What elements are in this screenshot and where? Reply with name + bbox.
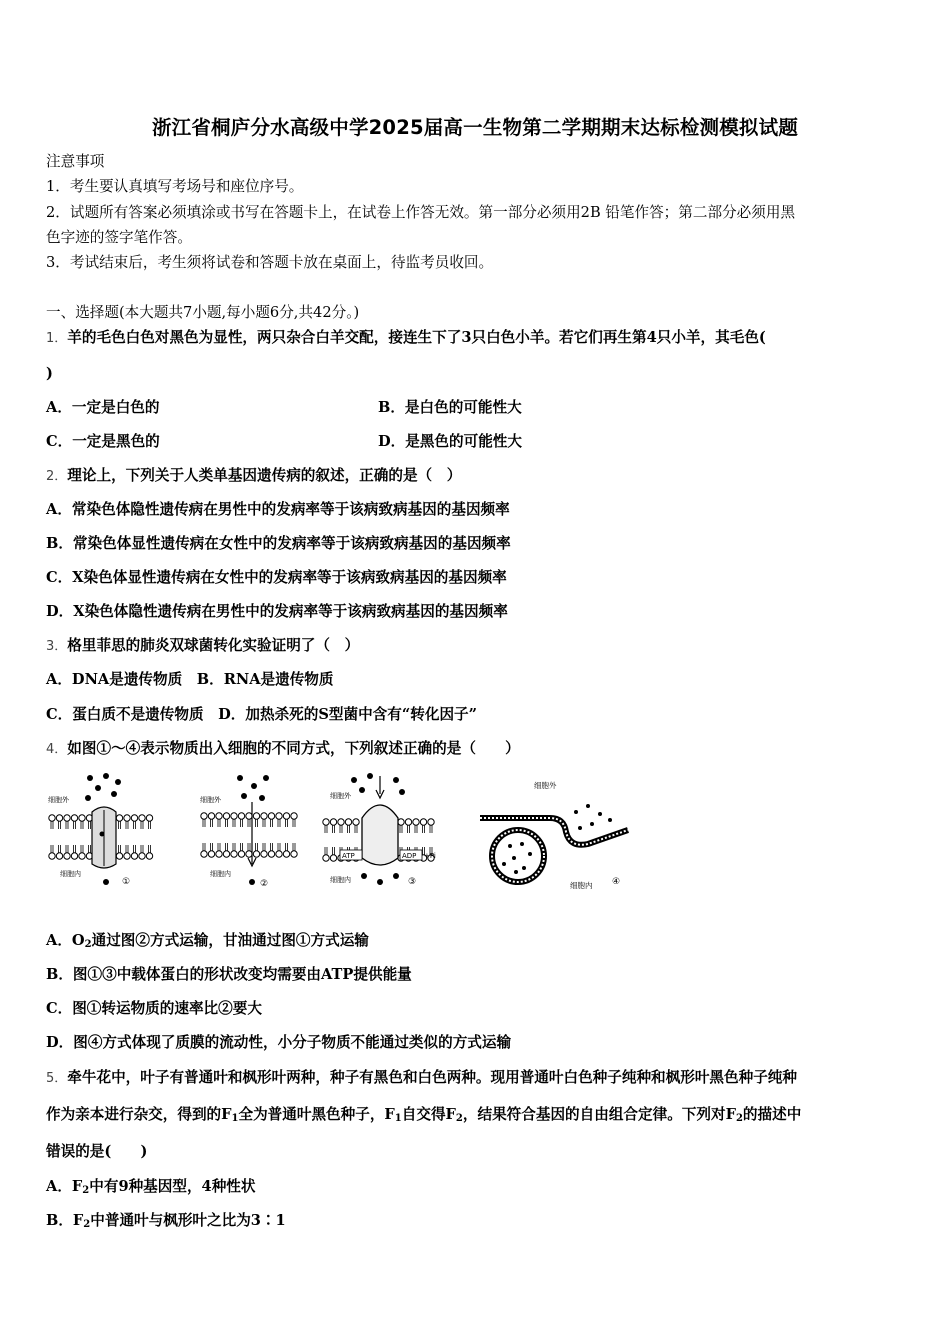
- q1-option-c: C．一定是黑色的: [46, 433, 160, 450]
- phospholipid-head: [71, 815, 77, 829]
- question-1-text: 羊的毛色白色对黑色为显性，两只杂合白羊交配，接连生下了3只白色小羊。若它们再生第4只小羊，其毛色(: [67, 329, 766, 346]
- question-number: 4．: [46, 742, 68, 757]
- panel-3: [323, 773, 436, 887]
- question-1-cont: ): [46, 365, 53, 382]
- panel-2: [200, 775, 297, 889]
- molecule-dot: [508, 844, 512, 848]
- option-text: 中普通叶与枫形叶之比为3∶1: [90, 1212, 286, 1229]
- q5-option-b: [46, 1211, 286, 1235]
- phospholipid-head: [291, 843, 297, 857]
- molecule-dot: [502, 862, 506, 866]
- notice-item-1: 1．考生要认真填写考场号和座位序号。: [46, 178, 304, 195]
- phospholipid-head: [131, 845, 137, 859]
- molecule-dot: [251, 783, 257, 789]
- outside-label: 细胞外: [200, 796, 221, 804]
- outside-label: 细胞外: [534, 781, 557, 790]
- panel-number: ①: [122, 877, 131, 887]
- option-text: A．O: [46, 932, 85, 949]
- phospholipid-head: [238, 813, 244, 827]
- phospholipid-head: [405, 819, 411, 833]
- subscript: 1: [394, 1113, 402, 1124]
- phospholipid-head: [201, 843, 207, 857]
- phospholipid-head: [261, 813, 267, 827]
- molecule-dot: [399, 789, 405, 795]
- phospholipid-head: [231, 813, 237, 827]
- molecule-dot: [377, 879, 383, 885]
- q2-option-c: C．X染色体显性遗传病在女性中的发病率等于该病致病基因的基因频率: [46, 569, 507, 586]
- option-row: [46, 398, 159, 418]
- q2-option-b: B．常染色体显性遗传病在女性中的发病率等于该病致病基因的基因频率: [46, 535, 511, 552]
- q4-option-a: [46, 931, 369, 955]
- q2-option-a: A．常染色体隐性遗传病在男性中的发病率等于该病致病基因的基因频率: [46, 501, 510, 518]
- panel-number: ②: [260, 879, 269, 889]
- molecule-dot: [111, 791, 117, 797]
- q4-option-b: B．图①③中载体蛋白的形状改变均需要由ATP提供能量: [46, 966, 412, 983]
- molecule-dot: [393, 873, 399, 879]
- phospholipid-head: [268, 843, 274, 857]
- phospholipid-head: [223, 813, 229, 827]
- text-run: 全为普通叶黑色种子，F: [238, 1106, 395, 1123]
- text-run: ，结果符合基因的自由组合定律。下列对F: [462, 1106, 736, 1123]
- molecule-dot: [512, 856, 516, 860]
- subscript: 1: [231, 1113, 239, 1124]
- adp-label: ADP: [402, 852, 417, 860]
- q3-options-cd: C．蛋白质不是遗传物质 D．加热杀死的S型菌中含有“转化因子”: [46, 706, 478, 723]
- subscript: 2: [82, 1185, 90, 1196]
- phospholipid-head: [428, 819, 434, 833]
- molecule-dot: [85, 795, 91, 801]
- option-text: 通过图②方式运输，甘油通过图①方式运输: [91, 932, 369, 949]
- phospholipid-head: [323, 819, 329, 833]
- q2-option-d: D．X染色体隐性遗传病在男性中的发病率等于该病致病基因的基因频率: [46, 603, 508, 620]
- panel-4: [480, 780, 628, 890]
- q4-option-c: C．图①转运物质的速率比②要大: [46, 1000, 262, 1017]
- molecule-dot: [520, 842, 524, 846]
- phospholipid-head: [238, 843, 244, 857]
- inside-label: 细胞内: [330, 876, 351, 884]
- molecule-dot: [367, 773, 373, 779]
- q5-option-a: [46, 1177, 256, 1201]
- option-text: 中有9种基因型，4种性状: [89, 1178, 256, 1195]
- phospholipid-head: [330, 819, 336, 833]
- inside-label: 细胞内: [210, 870, 231, 878]
- question-5: [46, 1068, 797, 1089]
- molecule-dot: [237, 775, 243, 781]
- phospholipid-head: [139, 815, 145, 829]
- phospholipid-head: [56, 845, 62, 859]
- question-number: 2．: [46, 469, 68, 484]
- question-2: [46, 466, 461, 487]
- notice-item-2-cont: 色字迹的签字笔作答。: [46, 229, 192, 246]
- molecule-dot: [578, 826, 582, 830]
- molecule-dot: [115, 779, 121, 785]
- phospholipid-head: [64, 845, 70, 859]
- panel-number: ④: [612, 877, 621, 887]
- question-5-line2: [46, 1105, 801, 1129]
- phospholipid-head: [124, 815, 130, 829]
- question-3-text: 格里菲思的肺炎双球菌转化实验证明了（ ）: [67, 637, 360, 654]
- molecule-dot: [393, 777, 399, 783]
- phospholipid-head: [79, 845, 85, 859]
- panel-number: ③: [408, 877, 417, 887]
- inside-label: 细胞内: [570, 881, 593, 890]
- question-number: 3．: [46, 639, 68, 654]
- phospholipid-head: [216, 843, 222, 857]
- phospholipid-head: [246, 813, 252, 827]
- notice-item-2: 2．试题所有答案必须填涂或书写在答题卡上，在试卷上作答无效。第一部分必须用2B 铅笔作答；第二部分必须用黑: [46, 204, 796, 221]
- membrane-bilayer: [201, 813, 297, 857]
- molecule-dot: [598, 812, 602, 816]
- phospholipid-head: [216, 813, 222, 827]
- phospholipid-head: [71, 845, 77, 859]
- section-heading: 一、选择题(本大题共7小题,每小题6分,共42分。): [46, 304, 360, 321]
- phospholipid-head: [139, 845, 145, 859]
- q1-option-a: A．一定是白色的: [46, 399, 160, 416]
- phospholipid-head: [116, 815, 122, 829]
- molecule-dot: [574, 810, 578, 814]
- phospholipid-head: [56, 815, 62, 829]
- phospholipid-head: [353, 819, 359, 833]
- molecule-dot: [241, 793, 247, 799]
- option-text: B．F: [46, 1212, 84, 1229]
- phospholipid-head: [398, 819, 404, 833]
- molecule-dot: [590, 822, 594, 826]
- phospholipid-head: [330, 847, 336, 861]
- molecule-dot: [87, 775, 93, 781]
- phospholipid-head: [413, 819, 419, 833]
- q3-options-ab: A．DNA是遗传物质 B．RNA是遗传物质: [46, 671, 334, 688]
- phospholipid-head: [253, 813, 259, 827]
- question-5-line3: 错误的是( ): [46, 1143, 148, 1160]
- molecule-dot: [608, 818, 612, 822]
- question-4-text: 如图①～④表示物质出入细胞的不同方式，下列叙述正确的是（ ）: [67, 740, 520, 757]
- phospholipid-head: [49, 815, 55, 829]
- subscript: 2: [455, 1113, 463, 1124]
- molecule-dot: [351, 777, 357, 783]
- molecule-dot: [259, 795, 265, 801]
- molecule-dot: [586, 804, 590, 808]
- phospholipid-head: [146, 815, 152, 829]
- atp-label: ATP: [342, 852, 355, 860]
- phospholipid-head: [420, 819, 426, 833]
- question-number: 1．: [46, 331, 68, 346]
- phospholipid-head: [345, 819, 351, 833]
- phospholipid-head: [208, 843, 214, 857]
- phospholipid-head: [246, 843, 252, 857]
- question-number: 5．: [46, 1071, 68, 1086]
- pi-label: +Pi: [424, 852, 436, 860]
- phospholipid-head: [261, 843, 267, 857]
- q1-option-d: D．是黑色的可能性大: [378, 433, 523, 450]
- molecule-dot: [359, 787, 365, 793]
- molecule-dot: [95, 785, 101, 791]
- phospholipid-head: [276, 843, 282, 857]
- phospholipid-head: [323, 847, 329, 861]
- molecule-dot: [514, 870, 518, 874]
- page-title: 浙江省桐庐分水高级中学2025届高一生物第二学期期末达标检测模拟试题: [151, 116, 799, 139]
- cell-membrane: [480, 818, 628, 845]
- notice-heading: 注意事项: [46, 153, 105, 170]
- inside-label: 细胞内: [60, 870, 81, 878]
- option-text: A．F: [46, 1178, 83, 1195]
- molecule-dot: [522, 866, 526, 870]
- phospholipid-head: [338, 819, 344, 833]
- text-run: 的描述中: [742, 1106, 802, 1123]
- phospholipid-head: [49, 845, 55, 859]
- text-run: 自交得F: [401, 1106, 456, 1123]
- outside-label: 细胞外: [330, 792, 351, 800]
- phospholipid-head: [253, 843, 259, 857]
- phospholipid-head: [146, 845, 152, 859]
- outside-label: 细胞外: [48, 796, 69, 804]
- membrane-transport-figure: [44, 772, 634, 900]
- phospholipid-head: [291, 813, 297, 827]
- phospholipid-head: [201, 813, 207, 827]
- phospholipid-head: [116, 845, 122, 859]
- carrier-protein: [362, 805, 398, 865]
- molecule-dot: [103, 773, 109, 779]
- phospholipid-head: [283, 813, 289, 827]
- molecule-dot: [263, 775, 269, 781]
- phospholipid-head: [231, 843, 237, 857]
- subscript: 2: [84, 939, 92, 950]
- question-3: [46, 636, 359, 657]
- subscript: 2: [735, 1113, 743, 1124]
- notice-item-3: 3．考试结束后，考生须将试卷和答题卡放在桌面上，待监考员收回。: [46, 254, 494, 271]
- molecule-dot: [249, 879, 255, 885]
- phospholipid-head: [64, 815, 70, 829]
- q1-option-b: B．是白色的可能性大: [378, 399, 522, 416]
- molecule-dot: [361, 873, 367, 879]
- phospholipid-head: [208, 813, 214, 827]
- question-1: [46, 328, 766, 349]
- phospholipid-head: [131, 815, 137, 829]
- molecule-dot: [103, 879, 109, 885]
- q4-option-d: D．图④方式体现了质膜的流动性，小分子物质不能通过类似的方式运输: [46, 1034, 512, 1051]
- subscript: 2: [83, 1219, 91, 1230]
- phospholipid-head: [283, 843, 289, 857]
- text-run: 作为亲本进行杂交，得到的F: [46, 1106, 232, 1123]
- phospholipid-head: [223, 843, 229, 857]
- molecule-dot: [528, 852, 532, 856]
- phospholipid-head: [124, 845, 130, 859]
- question-4: [46, 739, 520, 760]
- phospholipid-head: [268, 813, 274, 827]
- phospholipid-head: [276, 813, 282, 827]
- panel-1: [48, 773, 153, 887]
- question-5-line1: 牵牛花中，叶子有普通叶和枫形叶两种，种子有黑色和白色两种。现用普通叶白色种子纯种和枫形叶黑色种子纯种: [67, 1069, 797, 1086]
- question-2-text: 理论上，下列关于人类单基因遗传病的叙述，正确的是（ ）: [67, 467, 462, 484]
- phospholipid-head: [79, 815, 85, 829]
- molecule-dot: [100, 832, 105, 837]
